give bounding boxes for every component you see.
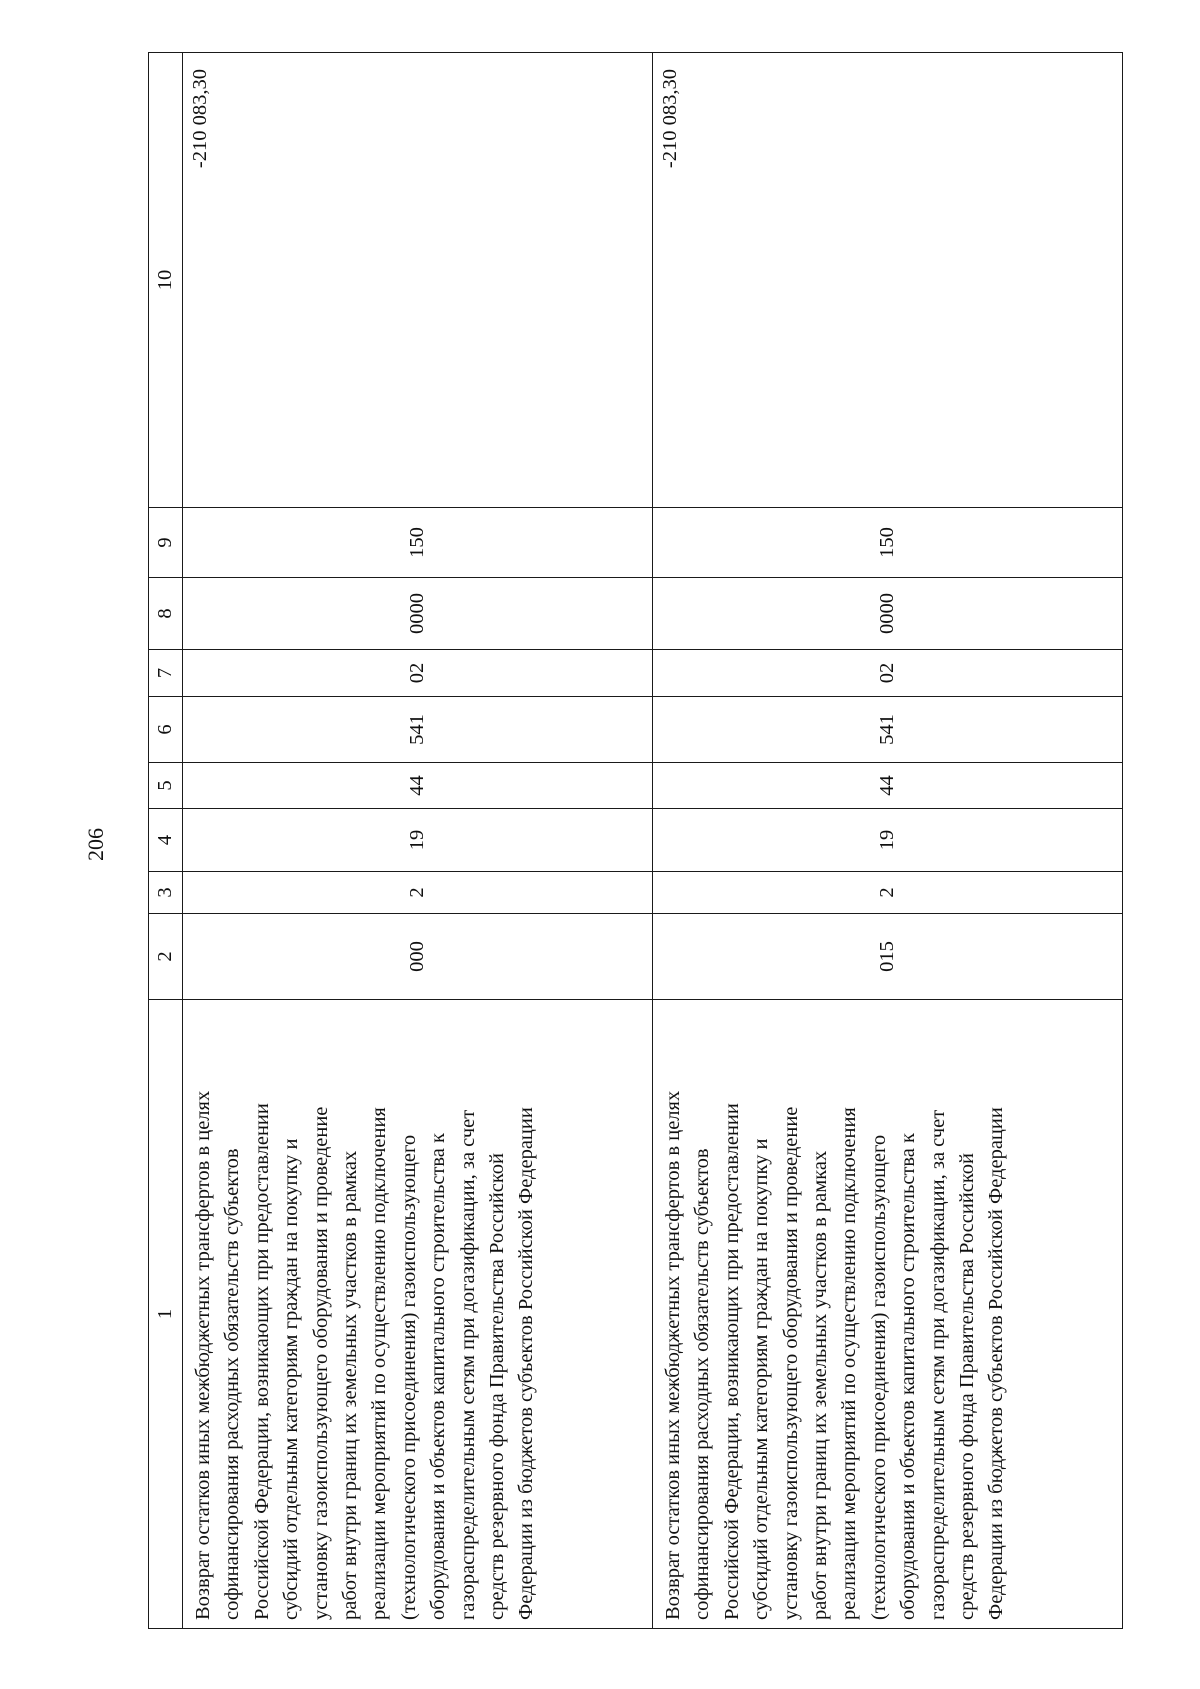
header-col-9: 9: [149, 508, 183, 578]
cell-group: 2: [653, 872, 1123, 914]
description-line: Российской Федерации, возникающих при предоставлении: [720, 1103, 743, 1620]
description-line: (технологического присоединения) газоиспользующего: [867, 1134, 890, 1620]
description-line: оборудования и объектов капитального строительства к: [427, 1133, 450, 1620]
description-line: реализации мероприятий по осуществлению подключения: [368, 1107, 391, 1620]
cell-admin-code: 015: [653, 914, 1123, 1000]
description-line: работ внутри границ их земельных участков в рамках: [339, 1150, 362, 1620]
cell-admin-code: 000: [183, 914, 653, 1000]
description-line: работ внутри границ их земельных участков в рамках: [809, 1150, 832, 1620]
cell-group: 2: [183, 872, 653, 914]
header-col-2: 2: [149, 914, 183, 1000]
table-header-row: [149, 53, 183, 1629]
description-line: установку газоиспользующего оборудования и проведение: [779, 1106, 802, 1620]
row-description: [653, 1000, 1123, 1629]
description-line: средств резервного фонда Правительства Российской: [956, 1152, 979, 1620]
cell-classification-code: 150: [653, 508, 1123, 578]
cell-article: 44: [653, 763, 1123, 809]
cell-subgroup: 19: [653, 809, 1123, 872]
header-col-1: 1: [149, 1000, 183, 1629]
cell-classification-code: 150: [183, 508, 653, 578]
table-row: [183, 53, 653, 1629]
description-line: Возврат остатков иных межбюджетных трансфертов в целях: [192, 1090, 214, 1620]
cell-element: 02: [183, 650, 653, 697]
description-line: софинансирования расходных обязательств субъектов: [221, 1148, 244, 1620]
cell-subgroup: 19: [183, 809, 653, 872]
description-line: газораспределительным сетям при догазификации, за счет: [456, 1109, 479, 1620]
cell-amount: -210 083,30: [653, 53, 1123, 508]
cell-article: 44: [183, 763, 653, 809]
header-col-4: 4: [149, 809, 183, 872]
cell-subarticle: 541: [183, 697, 653, 763]
row-description: [183, 1000, 653, 1629]
description-line: (технологического присоединения) газоиспользующего: [397, 1134, 420, 1620]
header-col-7: 7: [149, 650, 183, 697]
page-number: 206: [83, 828, 108, 861]
description-line: Федерации из бюджетов субъектов Российской Федерации: [985, 1107, 1008, 1620]
cell-element: 02: [653, 650, 1123, 697]
description-line: реализации мероприятий по осуществлению подключения: [838, 1107, 861, 1620]
description-line: софинансирования расходных обязательств субъектов: [691, 1148, 714, 1620]
budget-table: [148, 52, 1123, 1629]
cell-amount: -210 083,30: [183, 53, 653, 508]
description-line: средств резервного фонда Правительства Российской: [486, 1152, 509, 1620]
cell-program-code: 0000: [183, 578, 653, 650]
description-line: Российской Федерации, возникающих при предоставлении: [250, 1103, 273, 1620]
description-line: установку газоиспользующего оборудования и проведение: [309, 1106, 332, 1620]
cell-program-code: 0000: [653, 578, 1123, 650]
description-line: Федерации из бюджетов субъектов Российской Федерации: [515, 1107, 538, 1620]
header-col-10: 10: [149, 53, 183, 508]
description-line: Возврат остатков иных межбюджетных трансфертов в целях: [662, 1090, 684, 1620]
header-col-8: 8: [149, 578, 183, 650]
header-col-6: 6: [149, 697, 183, 763]
header-col-3: 3: [149, 872, 183, 914]
cell-subarticle: 541: [653, 697, 1123, 763]
table-row: [653, 53, 1123, 1629]
description-line: субсидий отдельным категориям граждан на покупку и: [750, 1138, 773, 1620]
description-line: газораспределительным сетям при догазификации, за счет: [926, 1109, 949, 1620]
description-line: субсидий отдельным категориям граждан на покупку и: [280, 1138, 303, 1620]
header-col-5: 5: [149, 763, 183, 809]
description-line: оборудования и объектов капитального строительства к: [897, 1133, 920, 1620]
